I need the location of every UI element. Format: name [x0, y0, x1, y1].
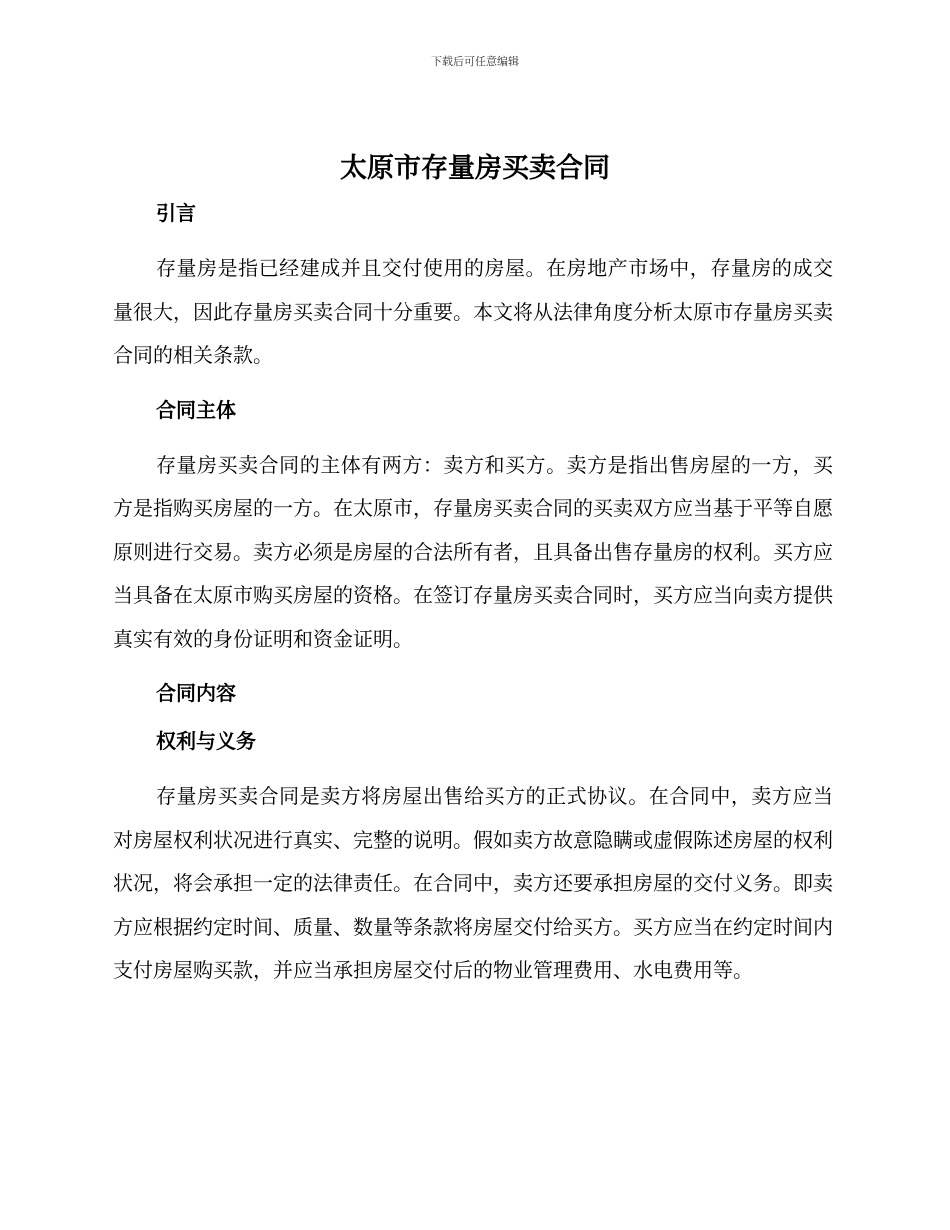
section-heading-intro: 引言	[156, 201, 196, 225]
section-paragraph-parties: 存量房买卖合同的主体有两方：卖方和买方。卖方是指出售房屋的一方，买方是指购买房屋的一方。在太原市，存量房买卖合同的买卖双方应当基于平等自愿原则进行交易。卖方必须是房屋的合法所有者，且具备出售存量房的权利。买方应当具备在太原市购买房屋的资格。在签订存量房买卖合同时，买方应当向卖方提供真实有效的身份证明和资金证明。	[113, 452, 833, 651]
document-body	[113, 193, 833, 993]
document-title: 太原市存量房买卖合同	[340, 153, 610, 184]
section-paragraph-rights: 存量房买卖合同是卖方将房屋出售给买方的正式协议。在合同中，卖方应当对房屋权利状况进行真实、完整的说明。假如卖方故意隐瞒或虚假陈述房屋的权利状况，将会承担一定的法律责任。在合同中，卖方还要承担房屋的交付义务。即卖方应根据约定时间、质量、数量等条款将房屋交付给买方。买方应当在约定时间内支付房屋购买款，并应当承担房屋交付后的物业管理费用、水电费用等。	[113, 784, 833, 982]
section-heading-parties: 合同主体	[156, 397, 236, 422]
page-header-note: 下载后可任意编辑	[431, 55, 519, 68]
section-heading-contents: 合同内容	[156, 681, 236, 705]
section-heading-rights: 权利与义务	[156, 729, 256, 753]
section-paragraph-intro: 存量房是指已经建成并且交付使用的房屋。在房地产市场中，存量房的成交量很大，因此存量房买卖合同十分重要。本文将从法律角度分析太原市存量房买卖合同的相关条款。	[113, 256, 833, 367]
